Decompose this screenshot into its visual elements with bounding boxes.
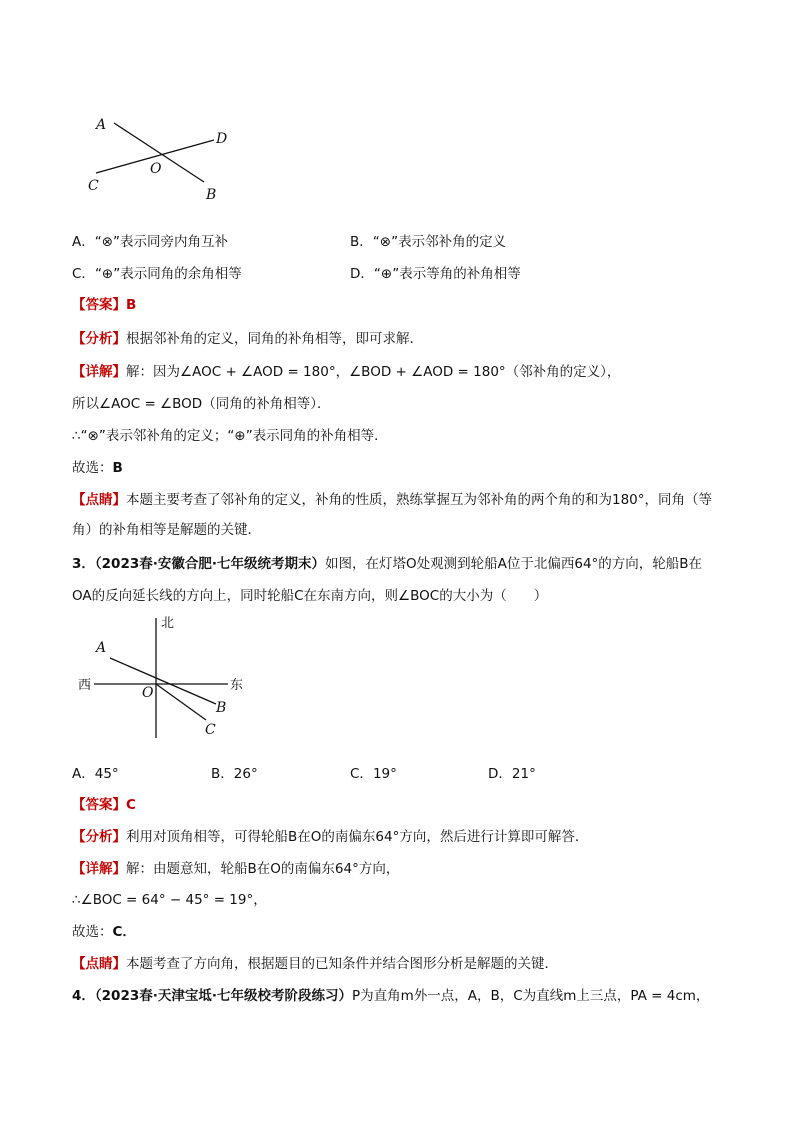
comment-tag: 【点睛】 [72,492,126,508]
q2-comment-line-2: 角）的补角相等是解题的关键． [72,522,261,538]
q3-answer [72,793,136,813]
q2-detail [72,360,620,380]
analysis-tag: 【分析】 [72,829,126,845]
analysis-text: 利用对顶角相等，可得轮船B在O的南偏东64°方向，然后进行计算即可解答． [126,829,589,845]
question-number: 3． [72,556,95,572]
q2-comment [72,488,712,508]
answer-value: B [126,297,137,313]
label-o: O [142,685,154,701]
option-letter: B． [211,766,234,782]
q3-detail [72,857,399,877]
q4-stem [72,984,709,1004]
label-c: C [205,722,216,738]
q3-option-a [72,762,119,782]
q2-option-a [72,230,228,250]
label-o: O [150,161,162,177]
option-text: “⊗”表示同旁内角互补 [94,234,229,250]
option-text: 19° [372,766,397,782]
ray-oa-ob [110,658,216,704]
label-a: A [96,117,107,133]
figure-compass [70,610,260,745]
option-text: “⊕”表示等角的补角相等 [373,266,521,282]
option-letter: C． [350,766,373,782]
q3-option-d [488,762,536,782]
q3-choice [72,920,136,940]
comment-tag: 【点睛】 [72,956,126,972]
option-letter: A． [72,766,95,782]
detail-tag: 【详解】 [72,861,126,877]
comment-text: 本题考查了方向角，根据题目的已知条件并结合图形分析是解题的关键． [126,956,558,972]
detail-line-1: 解：由题意知，轮船B在O的南偏东64°方向， [126,861,400,877]
question-source: （2023春·安徽合肥·七年级统考期末） [94,556,325,572]
label-d: D [216,131,228,147]
q2-detail-line-2: 所以∠AOC = ∠BOD（同角的补角相等）． [72,396,331,412]
answer-tag: 【答案】 [72,797,126,813]
analysis-text: 根据邻补角的定义，同角的补角相等，即可求解． [126,331,423,347]
question-source: （2023春·天津宝坻·七年级校考阶段练习） [94,988,352,1004]
q2-choice [72,456,123,476]
label-c: C [88,178,99,194]
comment-line-1: 本题主要考查了邻补角的定义，补角的性质，熟练掌握互为邻补角的两个角的和为180°，同角（等 [126,492,713,508]
detail-line-1: 解：因为∠AOC + ∠AOD = 180°，∠BOD + ∠AOD = 180°（邻补角的定义）， [126,364,621,380]
option-text: “⊕”表示同角的余角相等 [94,266,242,282]
choice-value: B [112,460,123,476]
q2-option-c [72,262,242,282]
option-letter: B． [350,234,373,250]
option-letter: D． [488,766,512,782]
choice-prefix: 故选： [72,924,113,940]
option-letter: C． [72,266,95,282]
option-text: 21° [511,766,536,782]
q3-stem-line-2: OA的反向延长线的方向上，同时轮船C在东南方向，则∠BOC的大小为（ ） [72,588,548,604]
label-b: B [206,187,217,203]
q2-detail-line-3: ∴“⊗”表示邻补角的定义；“⊕”表示同角的补角相等． [72,428,388,444]
q2-option-d [350,262,521,282]
detail-tag: 【详解】 [72,364,126,380]
analysis-tag: 【分析】 [72,331,126,347]
stem-text: P为直角m外一点，A，B，C为直线m上三点，PA = 4cm， [352,988,710,1004]
q3-comment [72,952,558,972]
question-number: 4． [72,988,95,1004]
label-west: 西 [78,678,92,693]
option-text: “⊗”表示邻补角的定义 [372,234,507,250]
label-a: A [96,640,107,656]
choice-prefix: 故选： [72,460,113,476]
q3-option-c [350,762,397,782]
q3-detail-line-2: ∴∠BOC = 64° − 45° = 19°， [72,892,267,908]
answer-value: C [126,797,136,813]
answer-tag: 【答案】 [72,297,126,313]
q3-stem [72,552,702,572]
label-b: B [216,700,227,716]
q2-option-b [350,230,506,250]
option-letter: D． [350,266,374,282]
option-text: 45° [94,766,119,782]
q3-analysis [72,825,588,845]
figure-intersecting-lines [80,105,250,210]
stem-line-1: 如图，在灯塔O处观测到轮船A位于北偏西64°的方向，轮船B在 [325,556,703,572]
q2-answer [72,293,136,313]
q2-analysis [72,327,423,347]
option-text: 26° [233,766,258,782]
label-east: 东 [230,678,244,693]
option-letter: A． [72,234,95,250]
q3-option-b [211,762,258,782]
choice-value: C． [112,924,136,940]
label-north: 北 [161,616,175,631]
